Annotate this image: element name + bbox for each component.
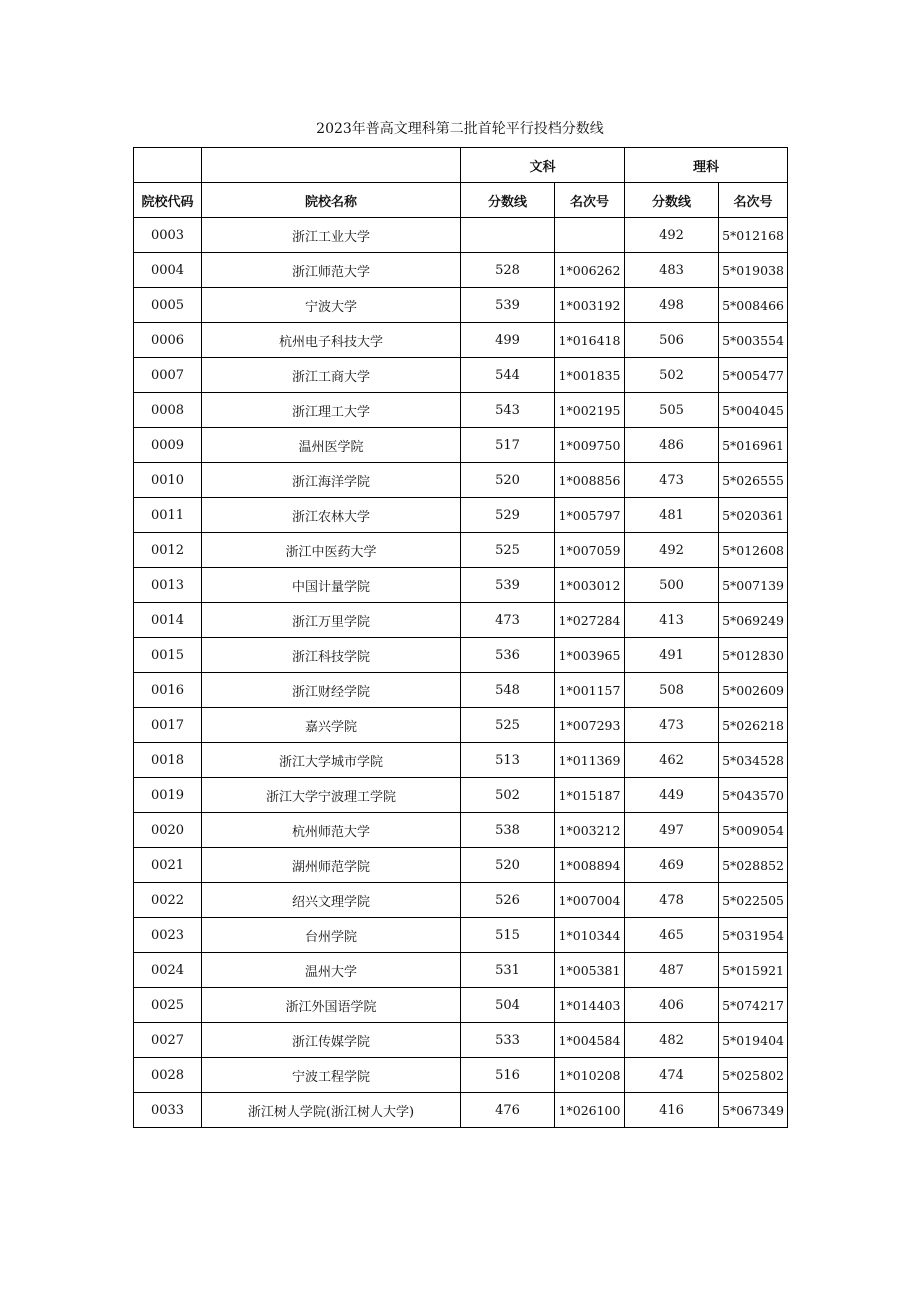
page-title: 2023年普高文理科第二批首轮平行投档分数线 (316, 121, 604, 137)
school-code-cell: 0010 (134, 463, 202, 498)
school-name-cell: 浙江工业大学 (202, 218, 461, 253)
school-code-cell: 0025 (134, 988, 202, 1023)
school-name-cell: 浙江传媒学院 (202, 1023, 461, 1058)
wenke-score-cell (461, 218, 555, 253)
school-name-cell: 浙江大学宁波理工学院 (202, 778, 461, 813)
like-score-cell: 449 (625, 778, 719, 813)
like-rank-cell: 5*016961 (719, 428, 788, 463)
header-like-rank: 名次号 (719, 183, 788, 218)
like-score-cell: 481 (625, 498, 719, 533)
school-name-cell: 浙江理工大学 (202, 393, 461, 428)
table-row (134, 463, 788, 498)
table-group-header-row (134, 148, 788, 183)
wenke-rank-cell: 1*001835 (555, 358, 625, 393)
table-row (134, 323, 788, 358)
like-rank-cell: 5*069249 (719, 603, 788, 638)
school-name-cell: 宁波工程学院 (202, 1058, 461, 1093)
like-score-cell: 478 (625, 883, 719, 918)
school-name-cell: 浙江海洋学院 (202, 463, 461, 498)
score-table (133, 147, 788, 1128)
table-row (134, 708, 788, 743)
header-school-code: 院校代码 (134, 183, 202, 218)
wenke-rank-cell: 1*026100 (555, 1093, 625, 1128)
wenke-score-cell: 539 (461, 288, 555, 323)
like-score-cell: 500 (625, 568, 719, 603)
like-score-cell: 497 (625, 813, 719, 848)
like-score-cell: 487 (625, 953, 719, 988)
school-code-cell: 0011 (134, 498, 202, 533)
school-name-cell: 温州医学院 (202, 428, 461, 463)
table-row (134, 428, 788, 463)
wenke-rank-cell: 1*007059 (555, 533, 625, 568)
wenke-score-cell: 513 (461, 743, 555, 778)
like-score-cell: 462 (625, 743, 719, 778)
like-rank-cell: 5*008466 (719, 288, 788, 323)
wenke-rank-cell: 1*004584 (555, 1023, 625, 1058)
table-row (134, 638, 788, 673)
like-score-cell: 486 (625, 428, 719, 463)
like-score-cell: 506 (625, 323, 719, 358)
like-rank-cell: 5*022505 (719, 883, 788, 918)
like-rank-cell: 5*012168 (719, 218, 788, 253)
table-row (134, 498, 788, 533)
school-code-cell: 0017 (134, 708, 202, 743)
wenke-score-cell: 502 (461, 778, 555, 813)
school-code-cell: 0005 (134, 288, 202, 323)
table-row (134, 1023, 788, 1058)
header-wenke-rank: 名次号 (555, 183, 625, 218)
school-name-cell: 湖州师范学院 (202, 848, 461, 883)
wenke-score-cell: 525 (461, 708, 555, 743)
school-name-cell: 嘉兴学院 (202, 708, 461, 743)
table-body (134, 218, 788, 1128)
table-row (134, 813, 788, 848)
table-row (134, 253, 788, 288)
like-score-cell: 416 (625, 1093, 719, 1128)
school-name-cell: 绍兴文理学院 (202, 883, 461, 918)
school-code-cell: 0012 (134, 533, 202, 568)
wenke-rank-cell: 1*008856 (555, 463, 625, 498)
school-name-cell: 温州大学 (202, 953, 461, 988)
school-name-cell: 杭州电子科技大学 (202, 323, 461, 358)
school-code-cell: 0020 (134, 813, 202, 848)
table-row (134, 568, 788, 603)
wenke-rank-cell: 1*003192 (555, 288, 625, 323)
school-code-cell: 0013 (134, 568, 202, 603)
wenke-rank-cell: 1*003012 (555, 568, 625, 603)
like-score-cell: 473 (625, 463, 719, 498)
wenke-score-cell: 528 (461, 253, 555, 288)
table-row (134, 778, 788, 813)
header-wenke-score: 分数线 (461, 183, 555, 218)
like-rank-cell: 5*009054 (719, 813, 788, 848)
school-code-cell: 0018 (134, 743, 202, 778)
table-row (134, 953, 788, 988)
wenke-rank-cell: 1*002195 (555, 393, 625, 428)
like-score-cell: 469 (625, 848, 719, 883)
like-rank-cell: 5*012830 (719, 638, 788, 673)
like-rank-cell: 5*015921 (719, 953, 788, 988)
like-rank-cell: 5*003554 (719, 323, 788, 358)
like-score-cell: 492 (625, 218, 719, 253)
table-row (134, 393, 788, 428)
like-rank-cell: 5*028852 (719, 848, 788, 883)
school-name-cell: 浙江工商大学 (202, 358, 461, 393)
school-code-cell: 0022 (134, 883, 202, 918)
table-row (134, 918, 788, 953)
wenke-rank-cell: 1*003212 (555, 813, 625, 848)
table-row (134, 358, 788, 393)
like-rank-cell: 5*007139 (719, 568, 788, 603)
like-score-cell: 483 (625, 253, 719, 288)
like-score-cell: 406 (625, 988, 719, 1023)
table-row (134, 603, 788, 638)
school-code-cell: 0021 (134, 848, 202, 883)
like-rank-cell: 5*019404 (719, 1023, 788, 1058)
like-rank-cell: 5*002609 (719, 673, 788, 708)
wenke-rank-cell: 1*016418 (555, 323, 625, 358)
like-rank-cell: 5*026555 (719, 463, 788, 498)
school-name-cell: 浙江农林大学 (202, 498, 461, 533)
table-row (134, 673, 788, 708)
wenke-score-cell: 517 (461, 428, 555, 463)
table-row (134, 848, 788, 883)
wenke-score-cell: 515 (461, 918, 555, 953)
like-rank-cell: 5*067349 (719, 1093, 788, 1128)
school-code-cell: 0023 (134, 918, 202, 953)
table-row (134, 533, 788, 568)
school-code-cell: 0024 (134, 953, 202, 988)
wenke-rank-cell: 1*003965 (555, 638, 625, 673)
school-code-cell: 0014 (134, 603, 202, 638)
like-rank-cell: 5*026218 (719, 708, 788, 743)
school-code-cell: 0015 (134, 638, 202, 673)
like-score-cell: 491 (625, 638, 719, 673)
wenke-score-cell: 476 (461, 1093, 555, 1128)
school-code-cell: 0016 (134, 673, 202, 708)
wenke-score-cell: 525 (461, 533, 555, 568)
wenke-score-cell: 543 (461, 393, 555, 428)
like-rank-cell: 5*034528 (719, 743, 788, 778)
wenke-rank-cell: 1*009750 (555, 428, 625, 463)
school-code-cell: 0009 (134, 428, 202, 463)
school-name-cell: 宁波大学 (202, 288, 461, 323)
wenke-rank-cell: 1*007004 (555, 883, 625, 918)
wenke-rank-cell (555, 218, 625, 253)
school-code-cell: 0003 (134, 218, 202, 253)
wenke-rank-cell: 1*008894 (555, 848, 625, 883)
wenke-rank-cell: 1*014403 (555, 988, 625, 1023)
wenke-rank-cell: 1*027284 (555, 603, 625, 638)
table-row (134, 883, 788, 918)
table-row (134, 288, 788, 323)
school-name-cell: 浙江外国语学院 (202, 988, 461, 1023)
wenke-score-cell: 544 (461, 358, 555, 393)
school-name-cell: 浙江师范大学 (202, 253, 461, 288)
school-code-cell: 0019 (134, 778, 202, 813)
table-column-header-row (134, 183, 788, 218)
header-blank-name (202, 148, 461, 183)
wenke-score-cell: 538 (461, 813, 555, 848)
like-score-cell: 482 (625, 1023, 719, 1058)
like-rank-cell: 5*005477 (719, 358, 788, 393)
like-rank-cell: 5*020361 (719, 498, 788, 533)
table-row (134, 1093, 788, 1128)
wenke-rank-cell: 1*010208 (555, 1058, 625, 1093)
like-score-cell: 492 (625, 533, 719, 568)
like-rank-cell: 5*019038 (719, 253, 788, 288)
school-code-cell: 0004 (134, 253, 202, 288)
school-code-cell: 0008 (134, 393, 202, 428)
wenke-rank-cell: 1*006262 (555, 253, 625, 288)
wenke-rank-cell: 1*011369 (555, 743, 625, 778)
wenke-score-cell: 504 (461, 988, 555, 1023)
school-code-cell: 0027 (134, 1023, 202, 1058)
like-score-cell: 498 (625, 288, 719, 323)
like-rank-cell: 5*004045 (719, 393, 788, 428)
school-code-cell: 0007 (134, 358, 202, 393)
like-score-cell: 505 (625, 393, 719, 428)
table-row (134, 218, 788, 253)
school-name-cell: 浙江财经学院 (202, 673, 461, 708)
like-rank-cell: 5*031954 (719, 918, 788, 953)
wenke-score-cell: 516 (461, 1058, 555, 1093)
wenke-score-cell: 526 (461, 883, 555, 918)
wenke-rank-cell: 1*005381 (555, 953, 625, 988)
school-code-cell: 0033 (134, 1093, 202, 1128)
header-like-score: 分数线 (625, 183, 719, 218)
like-score-cell: 413 (625, 603, 719, 638)
school-name-cell: 浙江万里学院 (202, 603, 461, 638)
like-rank-cell: 5*074217 (719, 988, 788, 1023)
school-code-cell: 0006 (134, 323, 202, 358)
wenke-rank-cell: 1*001157 (555, 673, 625, 708)
like-score-cell: 508 (625, 673, 719, 708)
like-score-cell: 502 (625, 358, 719, 393)
like-rank-cell: 5*012608 (719, 533, 788, 568)
like-score-cell: 465 (625, 918, 719, 953)
school-name-cell: 浙江大学城市学院 (202, 743, 461, 778)
wenke-score-cell: 520 (461, 463, 555, 498)
like-rank-cell: 5*043570 (719, 778, 788, 813)
wenke-score-cell: 529 (461, 498, 555, 533)
header-group-wenke: 文科 (461, 148, 625, 183)
table-row (134, 988, 788, 1023)
school-name-cell: 浙江科技学院 (202, 638, 461, 673)
wenke-rank-cell: 1*015187 (555, 778, 625, 813)
wenke-rank-cell: 1*005797 (555, 498, 625, 533)
like-score-cell: 474 (625, 1058, 719, 1093)
like-score-cell: 473 (625, 708, 719, 743)
wenke-score-cell: 536 (461, 638, 555, 673)
header-group-like: 理科 (625, 148, 788, 183)
school-name-cell: 中国计量学院 (202, 568, 461, 603)
header-blank-code (134, 148, 202, 183)
wenke-score-cell: 531 (461, 953, 555, 988)
school-name-cell: 浙江树人学院(浙江树人大学) (202, 1093, 461, 1128)
header-school-name: 院校名称 (202, 183, 461, 218)
wenke-score-cell: 539 (461, 568, 555, 603)
wenke-rank-cell: 1*007293 (555, 708, 625, 743)
school-name-cell: 杭州师范大学 (202, 813, 461, 848)
table-row (134, 743, 788, 778)
wenke-rank-cell: 1*010344 (555, 918, 625, 953)
school-name-cell: 台州学院 (202, 918, 461, 953)
wenke-score-cell: 533 (461, 1023, 555, 1058)
wenke-score-cell: 499 (461, 323, 555, 358)
like-rank-cell: 5*025802 (719, 1058, 788, 1093)
school-name-cell: 浙江中医药大学 (202, 533, 461, 568)
wenke-score-cell: 473 (461, 603, 555, 638)
table-row (134, 1058, 788, 1093)
wenke-score-cell: 520 (461, 848, 555, 883)
school-code-cell: 0028 (134, 1058, 202, 1093)
wenke-score-cell: 548 (461, 673, 555, 708)
